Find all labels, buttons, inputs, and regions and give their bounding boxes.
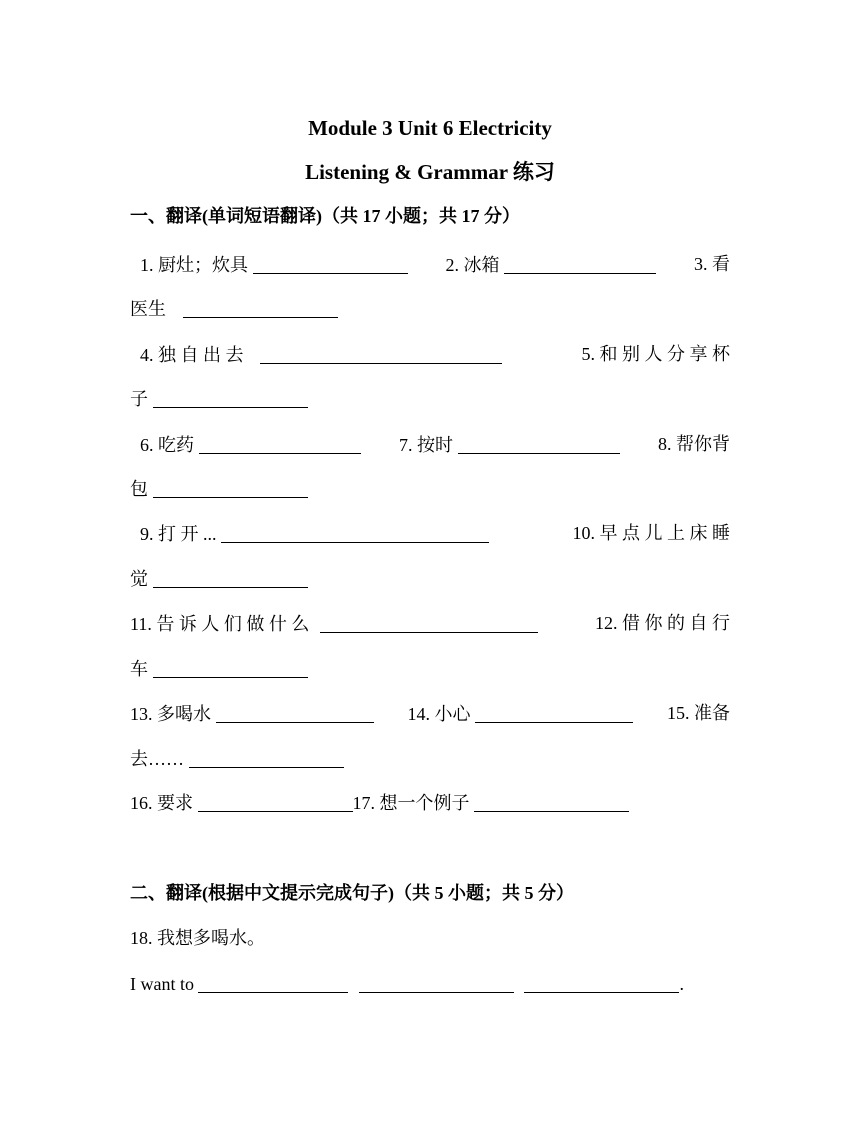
question-2: 2. 冰箱 [446,255,657,274]
answer-blank-5[interactable] [153,389,308,408]
exercise-row [130,345,730,364]
exercise-row [130,435,730,454]
question-6: 6. 吃药 [130,435,361,454]
question-9: 9. 打 开 ... [130,524,489,543]
question-18-answer-row: I want to . [130,974,684,994]
answer-blank-3[interactable] [183,299,338,318]
answer-blank-13[interactable] [216,704,374,723]
answer-blank-15[interactable] [189,749,344,768]
question-13: 13. 多喝水 [130,704,374,723]
question-3-label: 3. 看 [694,254,730,274]
question-4: 4. 独 自 出 去 [130,345,502,364]
answer-blank-18a[interactable] [198,974,348,993]
answer-blank-18b[interactable] [359,974,514,993]
question-17: 17. 想一个例子 [353,793,630,813]
question-14: 14. 小心 [408,704,634,723]
answer-blank-10[interactable] [153,569,308,588]
answer-blank-4[interactable] [260,345,502,364]
exercise-row-cont: 医生 [130,299,730,318]
question-16: 16. 要求 [130,793,353,813]
answer-blank-11[interactable] [320,614,538,633]
question-18-prompt: 18. 我想多喝水。 [130,928,265,948]
question-10-label: 10. 早 点 儿 上 床 睡 [572,523,730,543]
question-12-label: 12. 借 你 的 自 行 [595,613,730,633]
exercise-row [130,793,730,812]
section2-heading: 二、翻译(根据中文提示完成句子)（共 5 小题；共 5 分） [130,883,574,903]
exercise-row-cont: 车 [130,659,730,678]
question-8-label: 8. 帮你背 [658,434,730,454]
answer-blank-16[interactable] [198,793,353,812]
exercise-row-cont: 觉 [130,569,730,588]
question-5-label: 5. 和 别 人 分 享 杯 [581,344,730,364]
question-11: 11. 告 诉 人 们 做 什 么 [130,614,538,633]
answer-blank-18c[interactable] [524,974,679,993]
answer-blank-7[interactable] [458,435,620,454]
answer-blank-17[interactable] [474,793,629,812]
exercise-row [130,704,730,723]
section1-heading: 一、翻译(单词短语翻译)（共 17 小题；共 17 分） [130,206,520,226]
exercise-row [130,524,730,543]
question-15-label: 15. 准备 [667,703,730,723]
exercise-row [130,255,730,274]
question-1: 1. 厨灶；炊具 [130,255,408,274]
exercise-row-cont: 子 [130,389,730,408]
answer-blank-14[interactable] [475,704,633,723]
answer-blank-2[interactable] [504,255,656,274]
page-title: Module 3 Unit 6 Electricity [308,116,552,140]
answer-blank-1[interactable] [253,255,408,274]
answer-blank-8[interactable] [153,479,308,498]
answer-blank-9[interactable] [221,524,489,543]
page-subtitle: Listening & Grammar 练习 [305,160,555,184]
question-7: 7. 按时 [399,435,620,454]
answer-blank-12[interactable] [153,659,308,678]
exercise-row [130,614,730,633]
answer-blank-6[interactable] [199,435,361,454]
exercise-row-cont: 去…… [130,749,730,768]
exercise-row-cont: 包 [130,479,730,498]
